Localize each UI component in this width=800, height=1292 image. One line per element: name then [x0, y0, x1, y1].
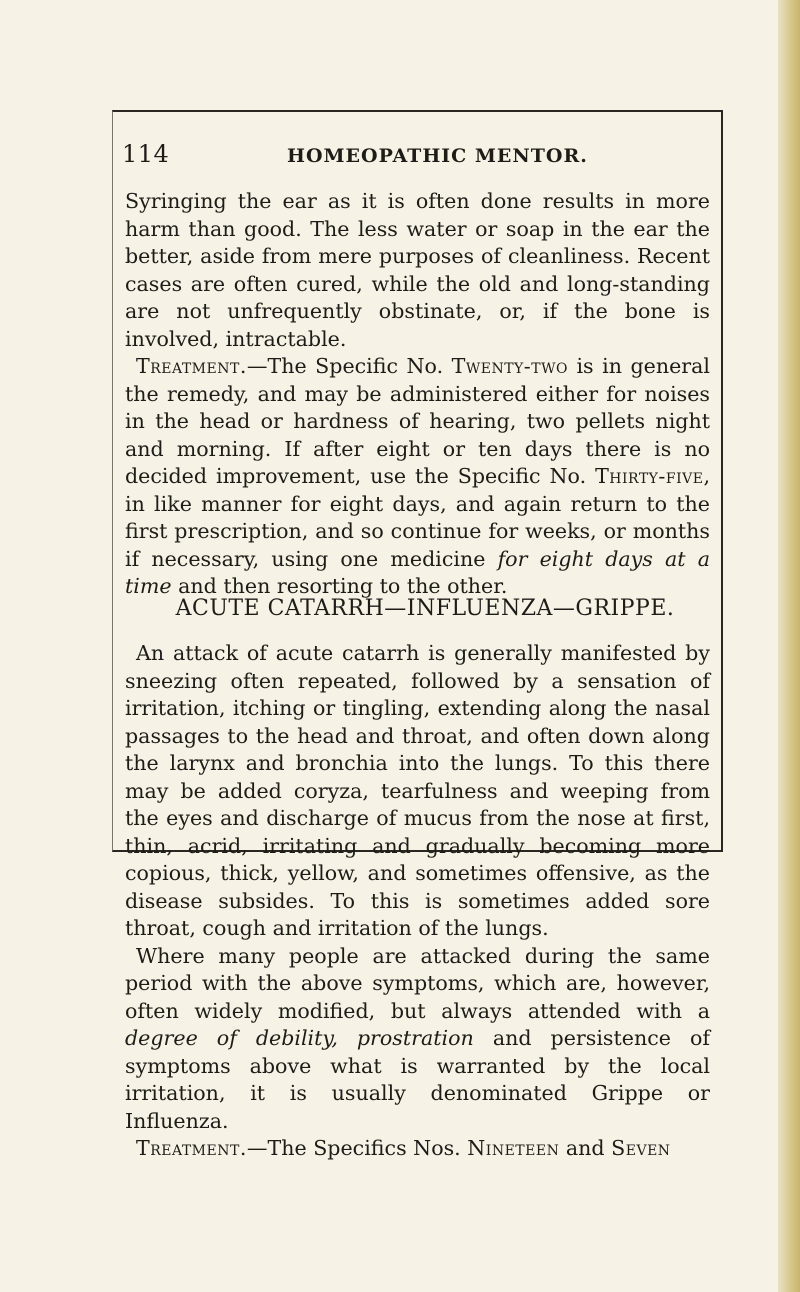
specific-number: Twenty-two — [451, 354, 568, 378]
specific-number: Nineteen — [467, 1136, 560, 1160]
body-text-top — [125, 188, 710, 601]
paragraph-text: and persistence of symptoms above what is warranted by the local irritation, it is usually denominated Grippe or Influenza. — [125, 1026, 710, 1133]
paragraph-text: —The Specific No. — [246, 354, 452, 378]
treatment-lead: Treatment. — [136, 354, 247, 378]
specific-number: Seven — [611, 1136, 671, 1160]
italic-phrase: for eight days at a time — [125, 546, 710, 598]
page-edge — [778, 0, 800, 1292]
running-title: HOMEOPATHIC MENTOR. — [287, 145, 588, 167]
paragraph-text: , in like manner for eight days, and again return to the first prescription, and so continue for weeks, or months if necessary, using one medicine — [125, 464, 710, 571]
specific-number: Thirty-five — [595, 464, 704, 488]
treatment-lead: Treatment. — [136, 1136, 247, 1160]
page-number: 114 — [122, 140, 170, 168]
paragraph-text: and — [559, 1136, 612, 1160]
italic-phrase: degree of debility, prostration — [125, 1026, 474, 1050]
paragraph-text: Where many people are attacked during the same period with the above symptoms, which are, however, often widely modified, but always attended with a — [125, 943, 710, 1023]
paragraph-text: is in general the remedy, and may be administered either for noises in the head or hardness of hearing, two pellets night and morning. If after eight or ten days there is no decided improvement, use the Specific No. — [125, 354, 710, 488]
body-text-bottom — [125, 640, 710, 1163]
paragraph-text: and then resorting to the other. — [171, 574, 508, 598]
paragraph-catarrh-symptoms: An attack of acute catarrh is generally manifested by sneezing often repeated, followed by a sensation of irritation, itching or tingling, extending along the nasal passages to the head and throat, and often down along the larynx and bronchia into the lungs. To this there may be added coryza, tearfulness and weeping from the eyes and discharge of mucus from the nose at first, thin, acrid, irritating and gradually becoming more copious, thick, yellow, and sometimes offensive, as the disease subsides. To this is sometimes added sore throat, cough and irritation of the lungs. — [125, 641, 710, 940]
paragraph-grippe — [125, 943, 710, 1136]
section-heading: ACUTE CATARRH—INFLUENZA—GRIPPE. — [175, 596, 675, 621]
paragraph-ear-syringing: Syringing the ear as it is often done results in more harm than good. The less water or soap in the ear the better, aside from mere purposes of cleanliness. Recent cases are often cured, while the old and long-standing are not unfrequently obstinate, or, if the bone is involved, intractable. — [125, 189, 710, 351]
paragraph-treatment-ear — [125, 353, 710, 601]
running-head — [112, 140, 720, 170]
paragraph-text: —The Specifics Nos. — [246, 1136, 468, 1160]
paragraph-treatment-catarrh — [125, 1135, 710, 1163]
